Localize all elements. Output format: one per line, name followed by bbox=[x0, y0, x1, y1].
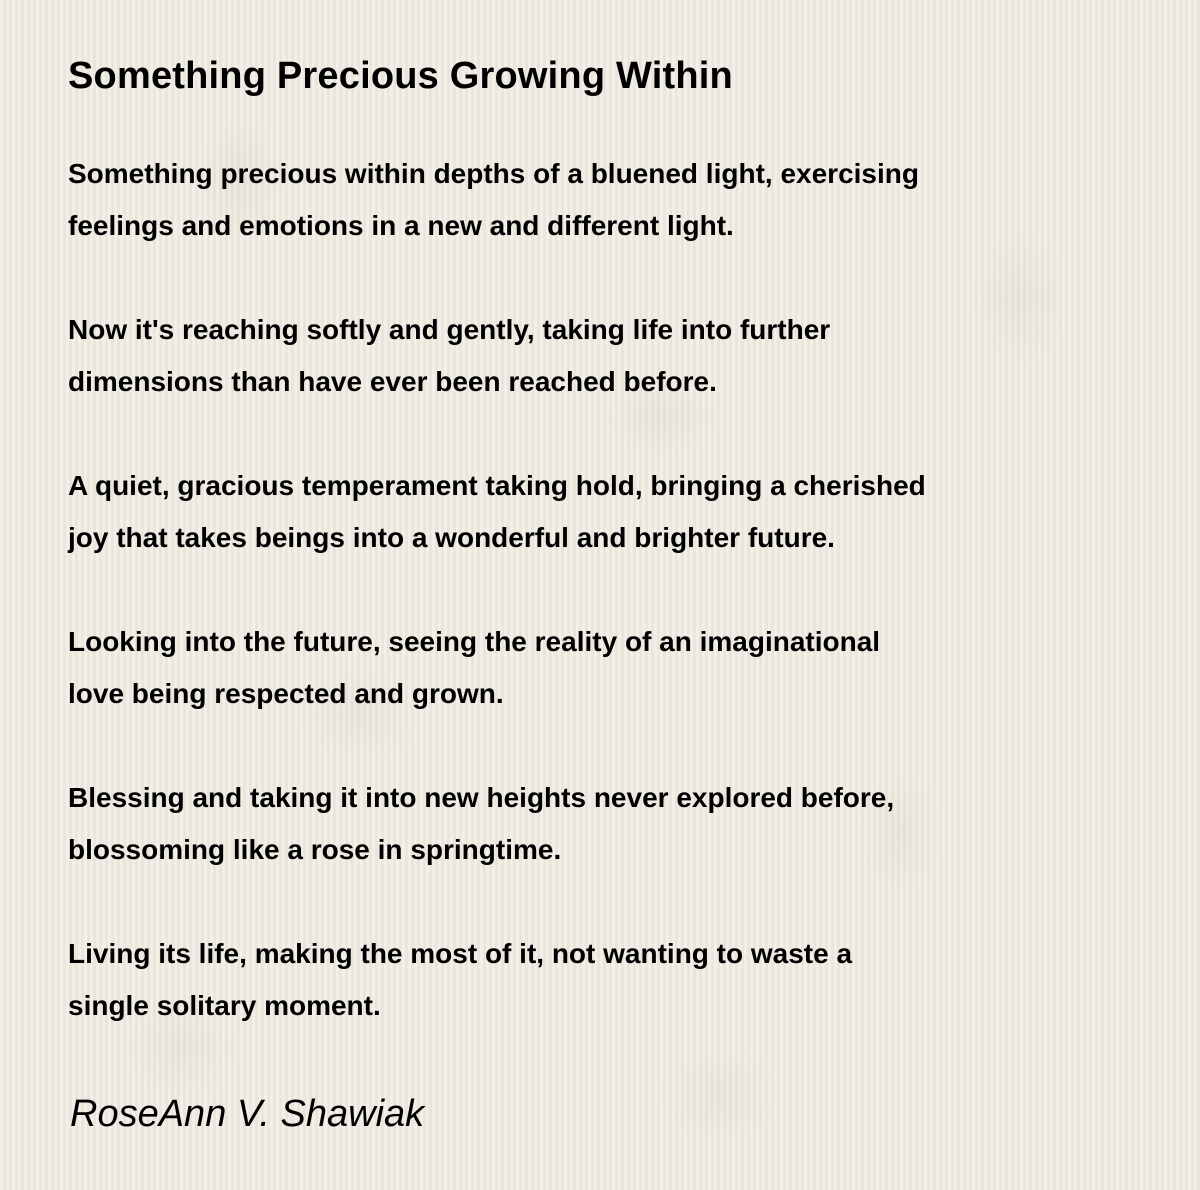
poem-line: Something precious within depths of a bluened light, exercising bbox=[68, 158, 919, 189]
stanza-6 bbox=[68, 928, 1148, 1032]
poem-body bbox=[68, 148, 1148, 1032]
poem-line: blossoming like a rose in springtime. bbox=[68, 834, 562, 865]
poem-line: Now it's reaching softly and gently, taking life into further bbox=[68, 314, 831, 345]
stanza-3 bbox=[68, 460, 1148, 564]
poem-container bbox=[68, 52, 1148, 1084]
stanza-4 bbox=[68, 616, 1148, 720]
poem-line: love being respected and grown. bbox=[68, 678, 504, 709]
poem-title: Something Precious Growing Within bbox=[68, 55, 733, 97]
poem-line: Blessing and taking it into new heights never explored before, bbox=[68, 782, 895, 813]
poem-line: dimensions than have ever been reached before. bbox=[68, 366, 717, 397]
poem-line: single solitary moment. bbox=[68, 990, 381, 1021]
stanza-5 bbox=[68, 772, 1148, 876]
poem-author: RoseAnn V. Shawiak bbox=[70, 1093, 425, 1135]
stanza-2 bbox=[68, 304, 1148, 408]
poem-line: feelings and emotions in a new and different light. bbox=[68, 210, 734, 241]
poem-line: Living its life, making the most of it, not wanting to waste a bbox=[68, 938, 853, 969]
poem-line: A quiet, gracious temperament taking hold, bringing a cherished bbox=[68, 470, 926, 501]
poem-line: joy that takes beings into a wonderful and brighter future. bbox=[68, 522, 835, 553]
stanza-1 bbox=[68, 148, 1148, 252]
poem-line: Looking into the future, seeing the reality of an imaginational bbox=[68, 626, 881, 657]
